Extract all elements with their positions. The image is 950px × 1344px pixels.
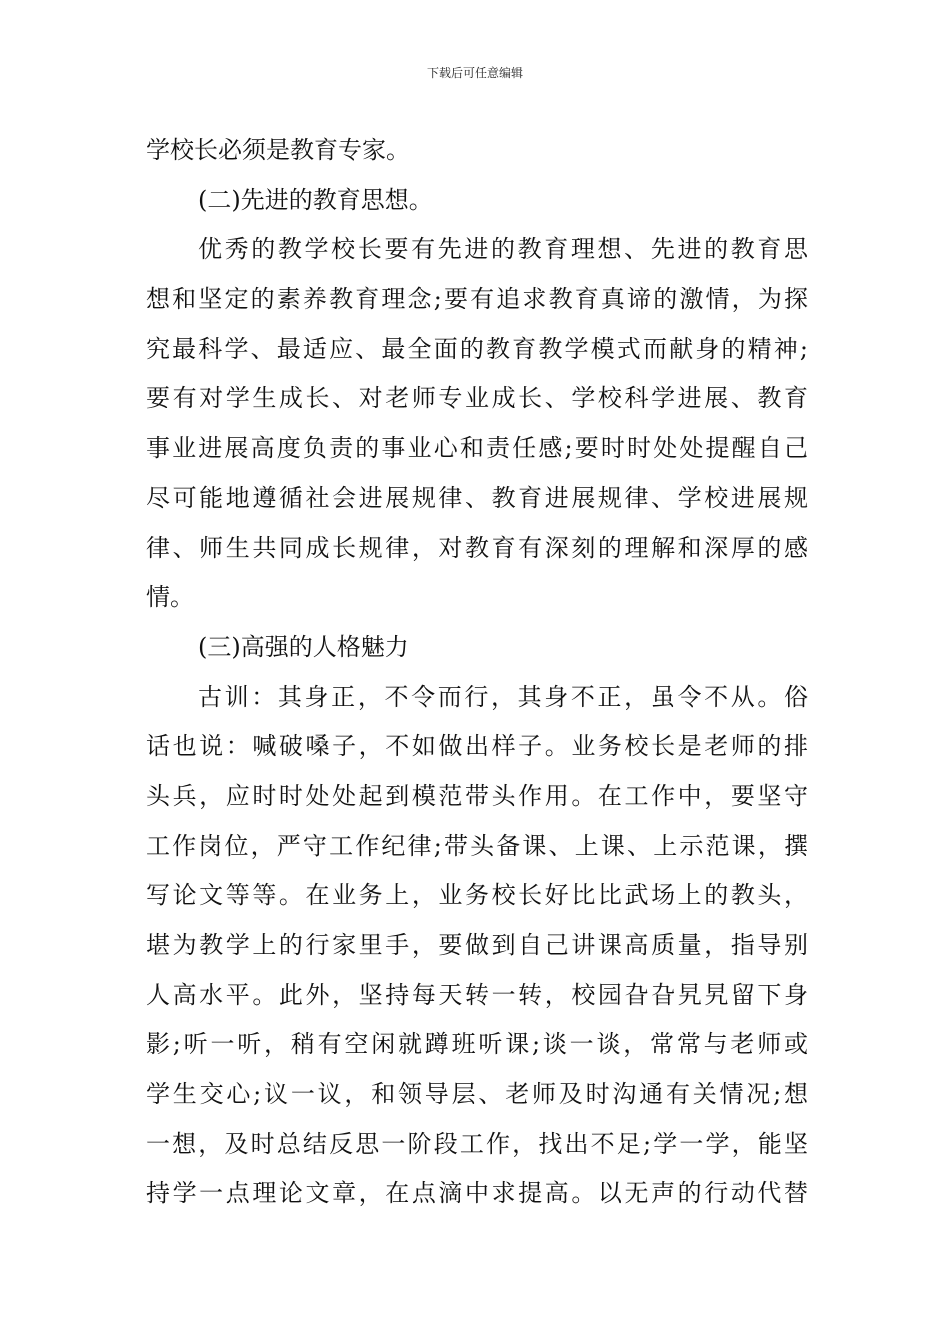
text-line: 要有对学生成长、对老师专业成长、学校科学进展、教育 [146,384,808,413]
text-line: 事业进展高度负责的事业心和责任感;要时时处处提醒自己 [146,434,808,463]
text-line: 情。 [146,583,194,612]
text-line: 写论文等等。在业务上，业务校长好比比武场上的教头， [146,881,808,910]
text-line: 堪为教学上的行家里手，要做到自己讲课高质量，指导别 [146,931,808,959]
text-line: 一想，及时总结反思一阶段工作，找出不足;学一学，能坚 [146,1129,808,1158]
text-line: 工作岗位，严守工作纪律;带头备课、上课、上示范课，撰 [146,831,808,860]
section-heading: (三)高强的人格魅力 [198,632,409,661]
text-line: 持学一点理论文章，在点滴中求提高。以无声的行动代替 [146,1179,808,1208]
text-line: 学校长必须是教育专家。 [146,136,410,164]
text-line: 古训：其身正，不令而行，其身不正，虽令不从。俗 [198,682,808,711]
text-line: 律、师生共同成长规律，对教育有深刻的理解和深厚的感 [146,533,808,562]
page-header: 下载后可任意编辑 [426,66,523,80]
text-line: 头兵，应时时处处起到模范带头作用。在工作中，要坚守 [146,781,808,810]
text-line: 人高水平。此外，坚持每天转一转，校园旮旮旯旯留下身 [146,980,808,1009]
section-heading: (二)先进的教育思想。 [198,185,433,214]
text-line: 尽可能地遵循社会进展规律、教育进展规律、学校进展规 [146,483,808,512]
document-body [146,126,808,1219]
text-line: 学生交心;议一议，和领导层、老师及时沟通有关情况;想 [146,1080,808,1109]
text-line: 话也说：喊破嗓子，不如做出样子。业务校长是老师的排 [146,732,808,761]
text-line: 影;听一听，稍有空闲就蹲班听课;谈一谈，常常与老师或 [146,1030,808,1059]
text-line: 想和坚定的素养教育理念;要有追求教育真谛的激情，为探 [146,285,808,314]
text-line: 究最科学、最适应、最全面的教育教学模式而献身的精神; [146,334,808,363]
text-line: 优秀的教学校长要有先进的教育理想、先进的教育思 [198,235,808,264]
